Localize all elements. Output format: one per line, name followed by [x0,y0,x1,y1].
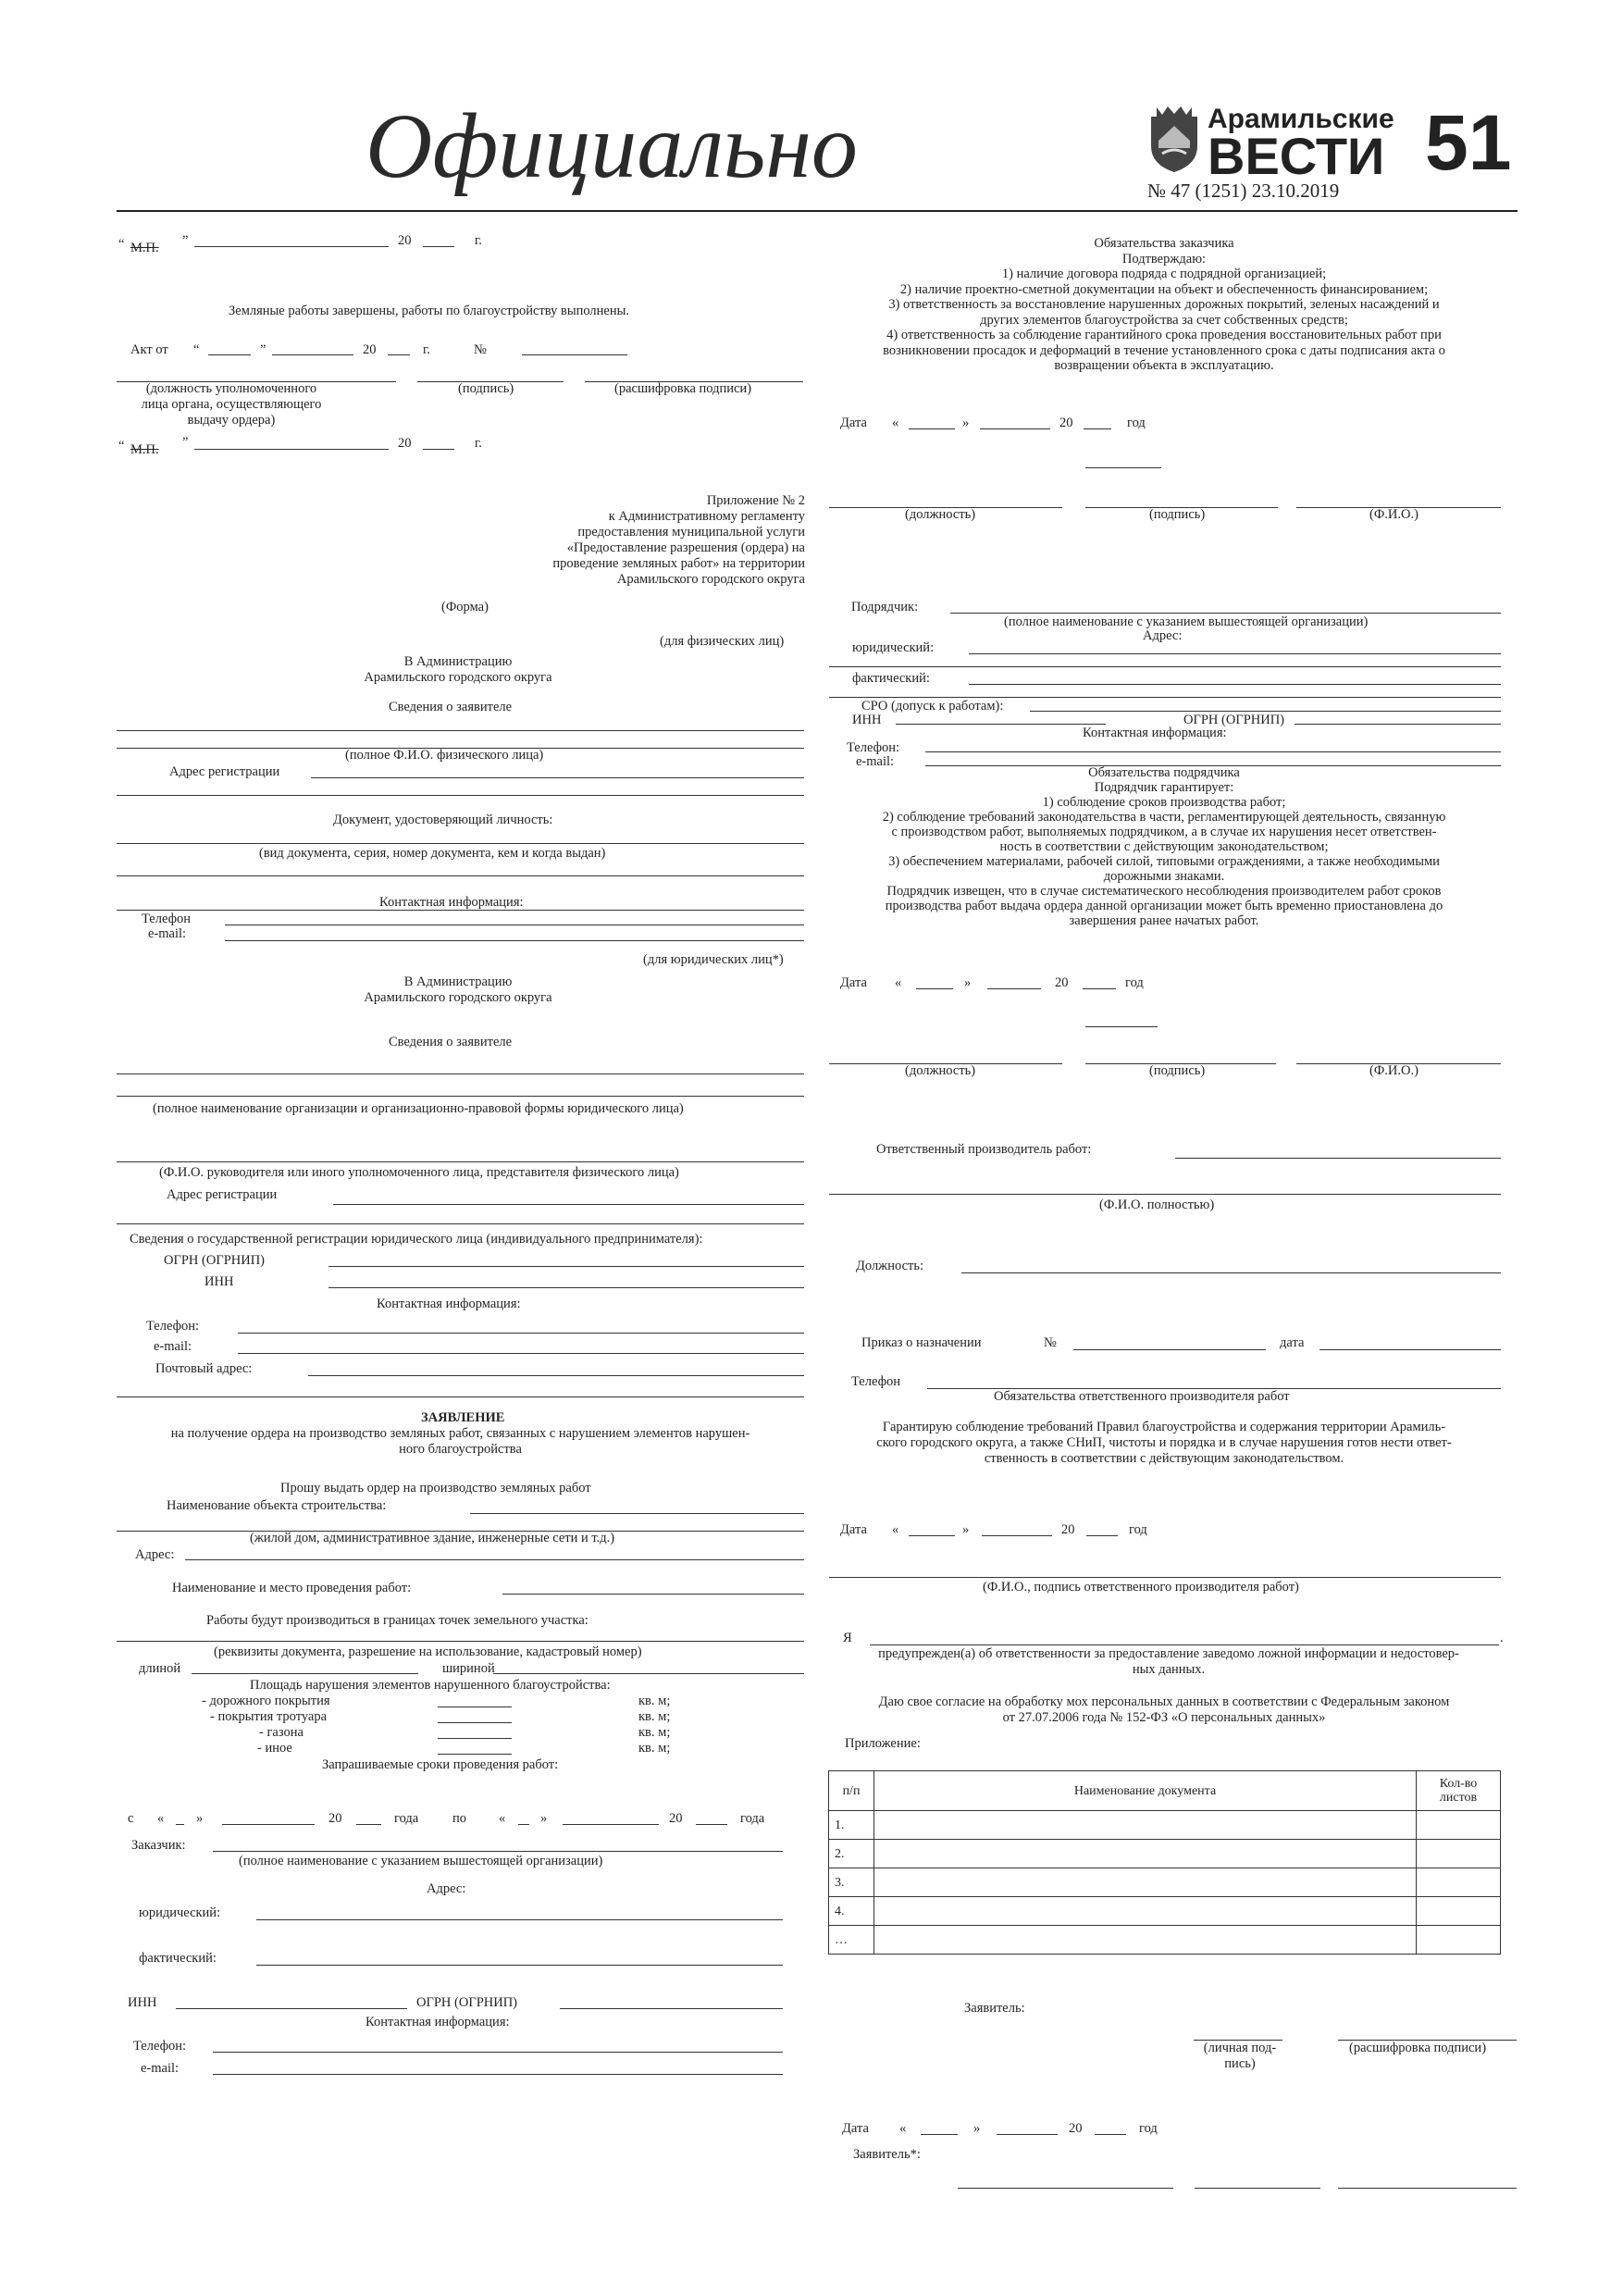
ogrn-field[interactable] [1295,724,1501,725]
area-item: - газона [259,1725,304,1740]
quote-open: « [892,1522,899,1537]
quote-open: « [899,2121,907,2136]
year-prefix: 20 [398,233,412,248]
quote-close: » [964,975,972,990]
form-label: (Форма) [441,600,489,614]
from-label: с [128,1811,134,1826]
table-header-cell: п/п [829,1771,874,1811]
boundaries-text: Работы будут производиться в границах точек земельного участка: [206,1613,588,1628]
area-field[interactable] [438,1706,512,1707]
responsible-field[interactable] [1175,1158,1501,1159]
blank [311,777,804,778]
phone-label: Телефон: [146,1319,200,1334]
sqm-unit: кв. м; [638,1694,671,1708]
signature-hint: (подпись) [1149,507,1206,522]
id-document-label: Документ, удостоверяющий личность: [333,813,553,827]
sign-line [958,2188,1173,2189]
issue-number: № 47 (1251) 23.10.2019 [1147,180,1340,202]
blank [117,1096,804,1097]
blank [208,354,251,355]
table-header-cell: Наименование документа [874,1771,1417,1811]
blank [117,1161,804,1162]
number-sign: № [1044,1335,1057,1350]
for-individuals: (для физических лиц) [660,634,785,649]
blank [1083,988,1116,989]
brand-top: Арамильские [1208,104,1394,134]
width-field[interactable] [493,1673,804,1674]
object-name-label: Наименование объекта строительства: [167,1498,387,1513]
to-admin: В Администрацию Арамильского городского округа [364,654,552,685]
email-label: e-mail: [856,754,895,769]
phone-field[interactable] [925,751,1501,752]
area-title: Площадь нарушения элементов нарушенного благоустройства: [250,1678,611,1693]
position-hint: (должность) [905,1063,976,1078]
page-number: 51 [1425,99,1512,186]
year-suffix: г. [475,436,482,451]
number-sign: № [474,342,487,357]
signature-hint: (подпись) [458,381,514,396]
year-prefix: 20 [1069,2121,1083,2136]
fio-hint: (Ф.И.О.) [1369,507,1419,522]
blank [909,428,955,429]
blank [987,988,1041,989]
contractor-hint: (полное наименование с указанием вышестоящей организации) [1004,614,1369,629]
row-number: … [829,1926,874,1955]
blank [829,697,1501,698]
blank [117,1223,804,1224]
full-name-hint: (полное Ф.И.О. физического лица) [345,748,544,763]
year-prefix: 20 [328,1811,342,1826]
document-cell[interactable] [874,1840,1417,1868]
page-title: Официально [365,94,858,197]
resp-obligations-title: Обязательства ответственного производителя работ [994,1389,1290,1404]
applicant-info: Сведения о заявителе [389,700,513,714]
contractor-obligations: Обязательства подрядчика Подрядчик гарантирует: 1) соблюдение сроков производства работ; 2) соблюдение требований законодательства в части, регламентирующей деятельность, связанную с производством работ, выполняемых подрядчиком, а в случае их нарушения несет ответствен- ность в соответствии с действующим законодательством; 3) обеспечением материалами, рабочей силой, типовыми ограждениями, а также необходимыми дорожными знаками. Подрядчик извещен, что в случае систематического несоблюдения производителем работ сроков производства работ выдача ордера данной организации может быть временно приостановлена до завершения ранее начатых работ. [882,765,1446,928]
year-prefix: 20 [1059,416,1073,430]
email-field[interactable] [213,2074,783,2075]
phone-label: Телефон [851,1374,900,1389]
table-header-cell: Кол-во листов [1417,1771,1501,1811]
quote-open: « [499,1811,506,1826]
attachment-table [828,1770,1501,1955]
inn-label: ИНН [852,713,882,727]
date-label: Дата [840,416,867,430]
ogrn-label: ОГРН (ОГРНИП) [164,1253,266,1268]
email-field[interactable] [238,1353,804,1354]
blank [423,449,454,450]
sqm-unit: кв. м; [638,1741,671,1756]
quote-open: “ [118,237,125,252]
actual-address-field[interactable] [256,1965,783,1966]
statement-subtitle: на получение ордера на производство земляных работ, связанных с нарушением элементов нарушен- ного благоустройства [170,1426,750,1457]
sheets-cell[interactable] [1417,1840,1501,1868]
order-number-field[interactable] [1073,1349,1266,1350]
legal-address-field[interactable] [256,1919,783,1920]
blank [829,666,1501,667]
contractor-label: Подрядчик: [851,600,919,614]
actual-address-label: фактический: [139,1951,217,1966]
customer-field[interactable] [213,1851,783,1852]
document-cell[interactable] [874,1811,1417,1840]
year-prefix: 20 [1055,975,1069,990]
legal-field[interactable] [969,653,1501,654]
blank [117,875,804,876]
inn-label: ИНН [128,1995,157,2010]
quote-close: » [540,1811,548,1826]
table-row [829,1840,1501,1868]
phone-field[interactable] [213,2052,783,2053]
head-name-hint: (Ф.И.О. руководителя или иного уполномоченного лица, представителя физического лица) [159,1165,679,1180]
area-field[interactable] [438,1754,512,1755]
inn-label: ИНН [204,1274,234,1289]
i-label: Я [843,1631,852,1645]
applicant-star-label: Заявитель*: [853,2147,921,2162]
personal-sign-hint: (личная под- пись) [1203,2041,1277,2071]
quote-close: » [973,2121,981,2136]
blank [117,910,804,911]
sheets-cell[interactable] [1417,1897,1501,1926]
quote-open: « [895,975,902,990]
customer-obligations: Обязательства заказчика Подтверждаю: 1) наличие договора подряда с подрядной организацией; 2) наличие проектно-сметной документации на объект и обеспеченность финансированием; 3) ответственность за восстановление нарушенных дорожных покрытий, зеленых насаждений и других элементов благоустройства за счет собственных средств; 4) ответственность за соблюдение гарантийного срока проведения восстановительных работ при возникновении просадок и деформаций в течение установленного срока с даты подписания акта о возвращении объекта в эксплуатацию. [883,236,1445,373]
email-label: e-mail: [148,926,187,941]
sheets-cell[interactable] [1417,1868,1501,1897]
address-label: Адрес: [135,1547,175,1562]
table-row [829,1868,1501,1897]
email-field[interactable] [225,940,804,941]
quote-close: » [962,1522,970,1537]
legal-name-hint: (полное наименование организации и организационно-правовой формы юридического лица) [153,1101,684,1116]
header-rule [117,210,1518,212]
quote-close: ” [260,342,266,357]
length-label: длиной [139,1661,181,1676]
sign-decode-hint: (расшифровка подписи) [1349,2041,1487,2055]
fio-full-hint: (Ф.И.О. полностью) [1099,1198,1215,1212]
attachment-label: Приложение: [845,1736,921,1751]
contact-info: Контактная информация: [377,1297,521,1311]
blank [997,2134,1058,2135]
blank [829,1194,1501,1195]
coat-of-arms-icon [1146,104,1203,174]
area-item: - иное [257,1741,292,1756]
id-document-hint: (вид документа, серия, номер документа, кем и когда выдан) [259,846,606,861]
sheets-cell[interactable] [1417,1811,1501,1840]
blank [563,1824,659,1825]
blank [921,2134,958,2135]
table-row [829,1811,1501,1840]
blank [333,1204,804,1205]
email-label: e-mail: [141,2061,180,2076]
order-label: Приказ о назначении [861,1335,982,1350]
date-lower-label: дата [1280,1335,1305,1350]
blank [980,428,1050,429]
ogrn-label: ОГРН (ОГРНИП) [1183,713,1285,727]
blank [117,1641,804,1642]
quote-open: “ [118,439,125,453]
area-item: - дорожного покрытия [202,1694,330,1708]
row-number: 1. [829,1811,874,1840]
blank [1095,2134,1126,2135]
blank [194,449,389,450]
phone-label: Телефон: [847,740,900,755]
works-done-text: Земляные работы завершены, работы по благоустройству выполнены. [229,304,629,318]
blank [518,1824,529,1825]
address-label: Адрес: [427,1881,466,1896]
signature-decode-hint: (расшифровка подписи) [614,381,752,396]
document-cell[interactable] [874,1926,1417,1955]
requisites-hint: (реквизиты документа, разрешение на использование, кадастровый номер) [214,1644,642,1659]
phone-label: Телефон [142,912,191,926]
fio-hint: (Ф.И.О.) [1369,1063,1419,1078]
year-label: год [1129,1522,1147,1537]
dot: . [1500,1631,1504,1645]
postal-label: Почтовый адрес: [155,1361,253,1376]
customer-label: Заказчик: [131,1838,186,1853]
address-field[interactable] [185,1559,804,1560]
quote-close: » [196,1811,204,1826]
statement-title: ЗАЯВЛЕНИЕ [421,1410,505,1425]
blank [356,1824,381,1825]
blank [1085,1026,1158,1027]
name-field[interactable] [870,1644,1499,1645]
contact-info: Контактная информация: [379,895,524,910]
area-item: - покрытия тротуара [210,1709,328,1724]
legal-address-label: юридический: [139,1905,221,1920]
appendix-text: Приложение № 2 к Административному регламенту предоставления муниципальной услуги «Предоставление разрешения (ордера) на проведение земляных работ» на территории Арамильского городского округа [552,493,805,587]
blank [696,1824,727,1825]
year-suffix: г. [475,233,482,248]
year-label: год [1139,2121,1158,2136]
phone-label: Телефон: [133,2039,187,2054]
blank [1084,428,1111,429]
ogrn-field[interactable] [560,2008,783,2009]
stamp-place: М.П. [130,241,159,255]
area-field[interactable] [438,1722,512,1723]
applicant-info: Сведения о заявителе [389,1035,513,1049]
sro-label: СРО (допуск к работам): [861,699,1004,714]
signature-hint: (подпись) [1149,1063,1206,1078]
year-suffix: г. [423,342,430,357]
blank [423,246,454,247]
actual-field[interactable] [969,684,1501,685]
sheets-cell[interactable] [1417,1926,1501,1955]
job-field[interactable] [961,1272,1501,1273]
reg-address-label: Адрес регистрации [169,764,280,779]
quote-close: » [962,416,970,430]
state-reg-text: Сведения о государственной регистрации юридического лица (индивидуального предпринимателя): [130,1232,703,1247]
blank [1085,467,1161,468]
year-prefix: 20 [669,1811,683,1826]
area-field[interactable] [438,1738,512,1739]
contractor-field[interactable] [950,613,1501,614]
blank [1086,1535,1118,1536]
for-legal: (для юридических лиц*) [643,952,784,967]
actual-label: фактический: [852,671,930,686]
year-label: год [1125,975,1144,990]
responsible-label: Ответственный производитель работ: [876,1142,1092,1157]
warned-text: предупрежден(а) об ответственности за предоставление заведомо ложной информации и недостовер- ных данных. [878,1646,1459,1677]
job-label: Должность: [856,1259,923,1273]
legal-label: юридический: [852,640,935,655]
blank [982,1535,1052,1536]
consent-text: Даю свое согласие на обработку мох персональных данных в соответствии с Федеральным законом от 27.07.2006 года № 152-ФЗ «О персональных данных» [878,1694,1450,1725]
phone-field[interactable] [238,1333,804,1334]
sign-line [1338,2188,1517,2189]
act-from-label: Акт от [130,342,168,357]
year-prefix: 20 [1061,1522,1075,1537]
blank [117,795,804,796]
postal-field[interactable] [308,1375,804,1376]
blank [117,843,804,844]
terms-label: Запрашиваемые сроки проведения работ: [322,1757,559,1772]
applicant-label: Заявитель: [964,2001,1025,2016]
date-label: Дата [842,2121,869,2136]
quote-open: “ [193,342,200,357]
stamp-place: М.П. [130,442,159,457]
work-place-field[interactable] [502,1594,804,1595]
year-label: год [1127,416,1146,430]
row-number: 4. [829,1897,874,1926]
object-hint: (жилой дом, административное здание, инженерные сети и т.д.) [250,1531,615,1545]
year-prefix: 20 [398,436,412,451]
row-number: 3. [829,1868,874,1897]
brand-bottom: ВЕСТИ [1208,127,1385,185]
quote-close: ” [182,435,189,450]
work-place-label: Наименование и место проведения работ: [172,1581,412,1595]
contact-info: Контактная информация: [365,2015,510,2029]
blank [117,1396,804,1397]
quote-open: « [892,416,899,430]
table-header-row [829,1771,1501,1811]
quote-open: « [157,1811,165,1826]
blank [916,988,953,989]
email-label: e-mail: [154,1339,192,1354]
quote-close: ” [182,233,189,248]
inn-field[interactable] [176,2008,407,2009]
address-label: Адрес: [1143,628,1183,643]
blank [194,246,389,247]
table-row [829,1897,1501,1926]
blank [388,354,410,355]
date-label: Дата [840,975,867,990]
document-cell[interactable] [874,1868,1417,1897]
ogrn-field[interactable] [328,1266,804,1267]
blank [117,730,804,731]
contact-info: Контактная информация: [1083,726,1227,740]
resp-sign-hint: (Ф.И.О., подпись ответственного производителя работ) [983,1580,1299,1595]
order-date-field[interactable] [1319,1349,1501,1350]
blank [522,354,627,355]
year-word: года [740,1811,765,1826]
year-prefix: 20 [363,342,377,357]
official-position-hint: (должность уполномоченного лица органа, осуществляющего выдачу ордера) [141,381,322,428]
object-field[interactable] [470,1513,804,1514]
document-cell[interactable] [874,1897,1417,1926]
inn-field[interactable] [328,1287,804,1288]
position-hint: (должность) [905,507,976,522]
sqm-unit: кв. м; [638,1725,671,1740]
date-label: Дата [840,1522,867,1537]
blank [909,1535,955,1536]
year-word: года [394,1811,419,1826]
customer-hint: (полное наименование с указанием вышестоящей организации) [239,1854,603,1868]
length-field[interactable] [192,1673,418,1674]
width-label: шириной [442,1661,495,1676]
blank [176,1824,184,1825]
request-text: Прошу выдать ордер на производство земляных работ [280,1481,591,1496]
guarantee-text: Гарантирую соблюдение требований Правил благоустройства и содержания территории Арамиль- ского городского округа, а также СНиП, чистоты и порядка и в случае нарушения готов нести ответ- ственность в соответствии с действующим законодательством. [876,1420,1452,1466]
sro-field[interactable] [1030,711,1501,712]
reg-address-label: Адрес регистрации [167,1187,278,1202]
blank [222,1824,315,1825]
ogrn-label: ОГРН (ОГРНИП) [416,1995,518,2010]
blank [829,1577,1501,1578]
sign-line [1195,2188,1320,2189]
to-label: по [452,1811,467,1826]
sqm-unit: кв. м; [638,1709,671,1724]
to-admin: В Администрацию Арамильского городского округа [364,974,552,1005]
table-row [829,1926,1501,1955]
row-number: 2. [829,1840,874,1868]
inn-field[interactable] [896,724,1106,725]
blank [272,354,353,355]
